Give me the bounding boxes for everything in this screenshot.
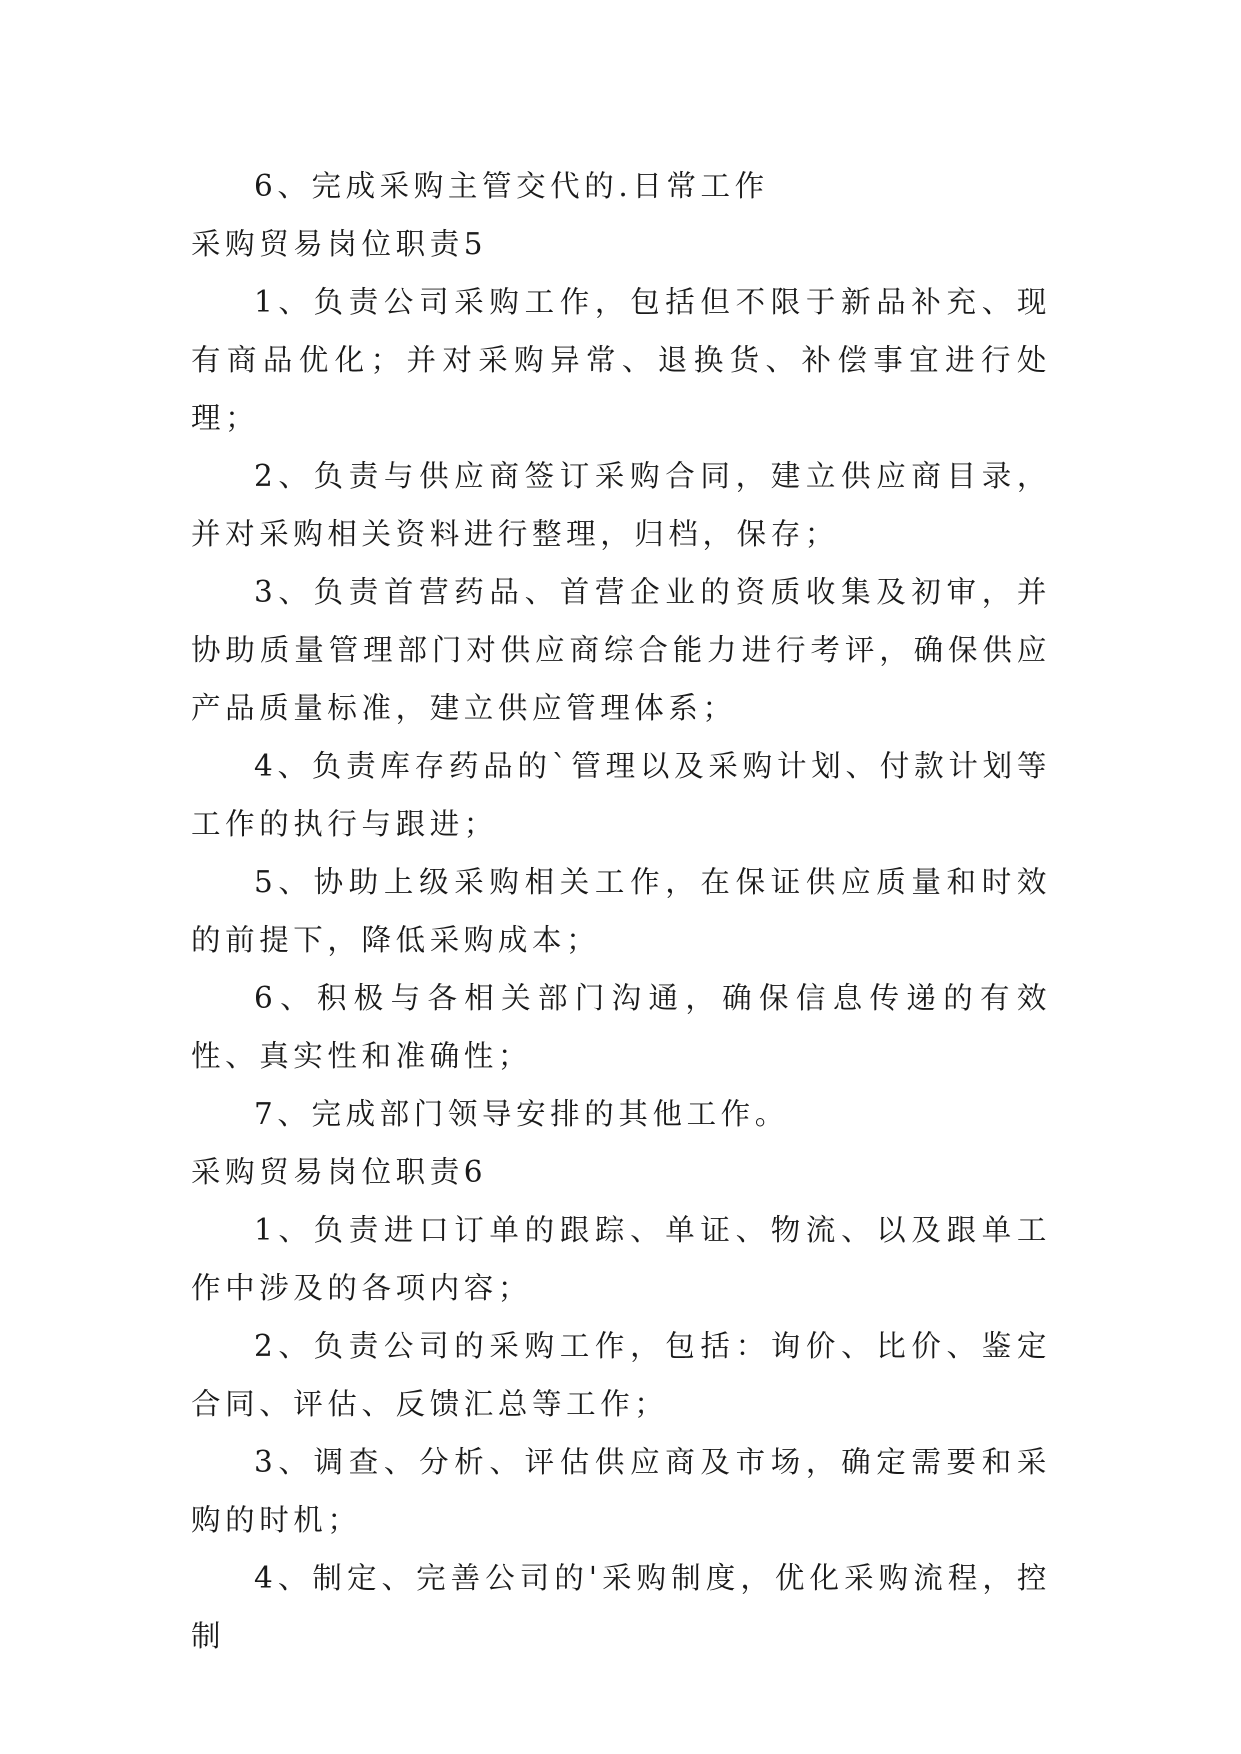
list-item: 6、积极与各相关部门沟通，确保信息传递的有效性、真实性和准确性； bbox=[191, 981, 1051, 1073]
section-heading: 采购贸易岗位职责5 bbox=[191, 227, 488, 261]
document-body bbox=[191, 157, 1051, 1665]
list-item: 3、调查、分析、评估供应商及市场，确定需要和采购的时机； bbox=[191, 1445, 1051, 1537]
intro-paragraph: 6、完成采购主管交代的.日常工作 bbox=[254, 169, 769, 203]
list-item: 1、负责公司采购工作，包括但不限于新品补充、现有商品优化；并对采购异常、退换货、补偿事宜进行处理； bbox=[191, 285, 1051, 435]
list-item: 3、负责首营药品、首营企业的资质收集及初审，并协助质量管理部门对供应商综合能力进行考评，确保供应产品质量标准，建立供应管理体系； bbox=[191, 575, 1051, 725]
list-item: 4、制定、完善公司的'采购制度，优化采购流程，控制 bbox=[191, 1561, 1051, 1653]
list-item: 1、负责进口订单的跟踪、单证、物流、以及跟单工作中涉及的各项内容； bbox=[191, 1213, 1051, 1305]
list-item: 5、协助上级采购相关工作，在保证供应质量和时效的前提下，降低采购成本； bbox=[191, 865, 1051, 957]
section-heading: 采购贸易岗位职责6 bbox=[191, 1155, 488, 1189]
list-item: 7、完成部门领导安排的其他工作。 bbox=[254, 1097, 789, 1131]
list-item: 4、负责库存药品的`管理以及采购计划、付款计划等工作的执行与跟进； bbox=[191, 749, 1051, 841]
list-item: 2、负责公司的采购工作，包括：询价、比价、鉴定合同、评估、反馈汇总等工作； bbox=[191, 1329, 1051, 1421]
list-item: 2、负责与供应商签订采购合同，建立供应商目录，并对采购相关资料进行整理，归档，保存； bbox=[191, 459, 1051, 551]
